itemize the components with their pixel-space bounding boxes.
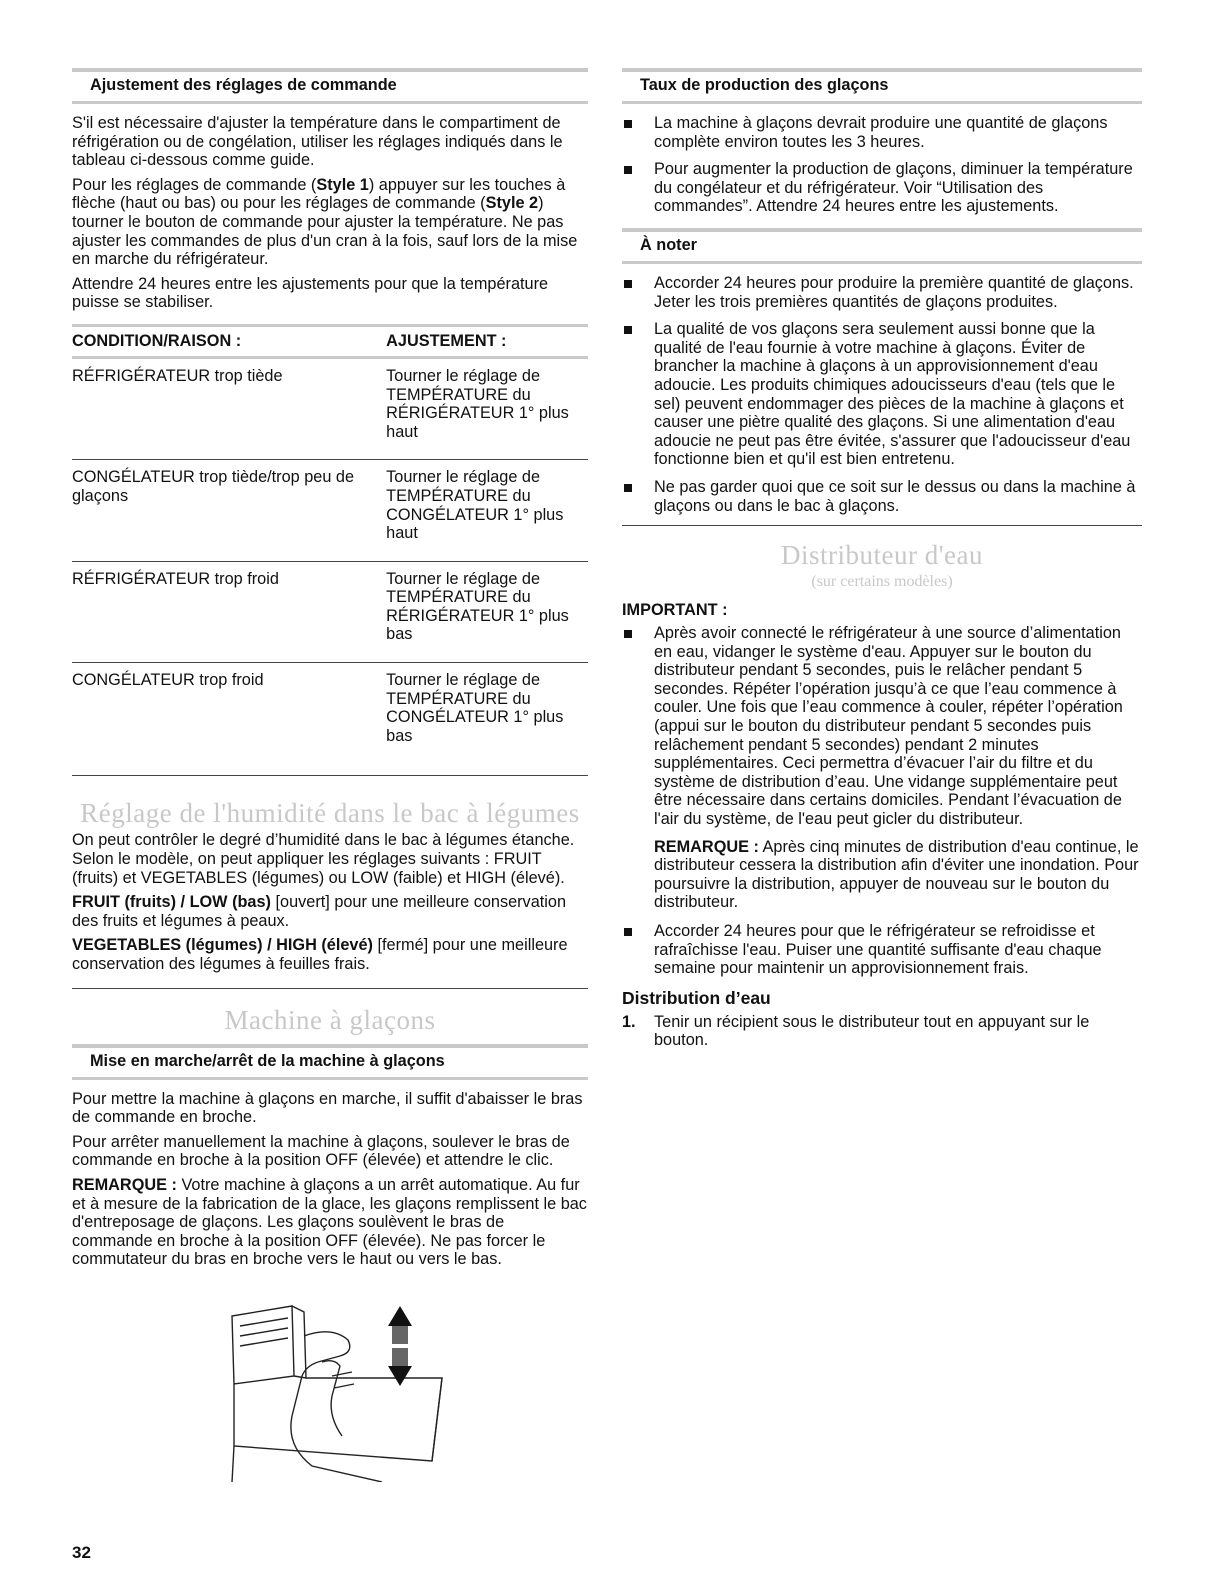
table-cell-adjustment: Tourner le réglage de TEMPÉRATURE du RÉRIGÉRATEUR 1° plus haut — [386, 366, 569, 441]
adjust-paragraph-2: Pour les réglages de commande (Style 1) appuyer sur les touches à flèche (haut ou bas) ou pour les réglages de commande (Style 2) tourner le bouton de commande pour ajuster la température. Ne pas ajuster les commandes de plus d'un cran à la fois, sauf lors de la mise en marche du réfrigérateur. — [72, 175, 578, 269]
bullet-icon — [624, 630, 632, 638]
table-row — [72, 359, 588, 460]
list-item: La machine à glaçons devrait produire une quantité de glaçons complète environ toutes les 3 heures. — [622, 114, 1142, 151]
table-cell-condition: CONGÉLATEUR trop tiède/trop peu de glaçons — [72, 468, 355, 505]
ice-note-paragraph: REMARQUE : Votre machine à glaçons a un arrêt automatique. Au fur et à mesure de la fabrication de la glace, les glaçons remplissent le bac d'entreposage de glaçons. Les glaçons soulèvent le bras de commande en broche à la position OFF (élevée). Ne pas forcer le commutateur du bras en broche vers le haut ou vers le bas. — [72, 1175, 587, 1269]
page-number: 32 — [72, 1543, 91, 1562]
water-dispenser-title: Distributeur d'eau — [780, 540, 984, 571]
water-list-2 — [622, 922, 1142, 978]
table-cell-adjustment: Tourner le réglage de TEMPÉRATURE du RÉRIGÉRATEUR 1° plus bas — [386, 569, 569, 644]
note-heading: À noter — [622, 228, 1142, 264]
right-column — [622, 68, 1142, 1050]
table-cell-condition: CONGÉLATEUR trop froid — [72, 671, 264, 690]
list-item: Accorder 24 heures pour produire la première quantité de glaçons. Jeter les trois premières quantités de glaçons produites. — [622, 274, 1142, 311]
table-header-adjustment: AJUSTEMENT : — [386, 331, 507, 350]
table-header — [72, 324, 588, 359]
list-item: Pour augmenter la production de glaçons, diminuer la température du congélateur et du réfrigérateur. Voir “Utilisation des commandes”. Attendre 24 heures entre les ajustements. — [622, 160, 1142, 216]
bullet-icon — [624, 280, 632, 288]
dispensing-heading: Distribution d’eau — [622, 987, 771, 1008]
divider — [72, 988, 588, 989]
ice-paragraph-1: Pour mettre la machine à glaçons en marche, il suffit d'abaisser le bras de commande en broche. — [72, 1089, 583, 1127]
list-item: 1. Tenir un récipient sous le distributeur tout en appuyant sur le bouton. — [622, 1012, 1090, 1050]
dispensing-steps — [622, 1013, 1142, 1050]
table-cell-condition: RÉFRIGÉRATEUR trop tiède — [72, 366, 283, 385]
divider — [622, 525, 1142, 526]
bullet-icon — [624, 326, 632, 334]
list-item: Ne pas garder quoi que ce soit sur le dessus ou dans la machine à glaçons ou dans le bac à glaçons. — [622, 478, 1142, 515]
water-note-paragraph: REMARQUE : Après cinq minutes de distribution d'eau continue, le distributeur cessera la distribution afin d'éviter une inondation. Pour poursuivre la distribution, appuyer de nouveau sur le bouton du distributeur. — [654, 837, 1139, 912]
adjust-heading: Ajustement des réglages de commande — [72, 68, 588, 104]
list-item: La qualité de vos glaçons sera seulement aussi bonne que la qualité de l'eau fournie à votre machine à glaçons. Éviter de brancher la machine à glaçons à un approvisionnement d'eau adoucie. Les produits chimiques adoucisseurs d'eau (tels que le sel) peuvent endommager des pièces de la machine à glaçons et causer une piètre qualité des glaçons. Si une alimentation d'eau adoucie ne peut pas être évitée, s'assurer que l'adoucisseur d'eau fonctionne bien et qu'il est bien entretenu. — [622, 320, 1142, 469]
humidity-section-title: Réglage de l'humidité dans le bac à légumes — [80, 798, 580, 829]
humidity-fruit-paragraph: FRUIT (fruits) / LOW (bas) [ouvert] pour une meilleure conservation des fruits et légumes à peaux. — [72, 893, 567, 930]
table-cell-condition: RÉFRIGÉRATEUR trop froid — [72, 569, 279, 588]
list-item: Accorder 24 heures pour que le réfrigérateur se refroidisse et rafraîchisse l'eau. Puiser une quantité suffisante d'eau chaque semaine pour maintenir un approvisionnement frais. — [622, 922, 1142, 978]
bullet-icon — [624, 928, 632, 936]
rate-list — [622, 114, 1142, 216]
up-down-arrows-icon — [388, 1306, 412, 1386]
table-row — [72, 460, 588, 561]
table-cell-adjustment: Tourner le réglage de TEMPÉRATURE du CONGÉLATEUR 1° plus haut — [386, 468, 564, 543]
adjust-paragraph-3: Attendre 24 heures entre les ajustements pour que la température puisse se stabiliser. — [72, 274, 549, 312]
ice-paragraph-2: Pour arrêter manuellement la machine à glaçons, soulever le bras de commande en broche à la position OFF (élevée) et attendre le clic. — [72, 1132, 570, 1170]
water-dispenser-subtitle: (sur certains modèles) — [811, 573, 953, 591]
table-header-condition: CONDITION/RAISON : — [72, 331, 242, 350]
humidity-vegetables-paragraph: VEGETABLES (légumes) / HIGH (élevé) [fermé] pour une meilleure conservation des légumes à feuilles frais. — [72, 936, 568, 973]
adjust-paragraph-1: S'il est nécessaire d'ajuster la température dans le compartiment de réfrigération ou de congélation, utiliser les réglages indiqués dans le tableau ci-dessous comme guide. — [72, 114, 563, 170]
important-label: IMPORTANT : — [622, 601, 728, 620]
table-row — [72, 663, 588, 776]
table-row — [72, 562, 588, 663]
water-list — [622, 624, 1142, 829]
humidity-paragraph: On peut contrôler le degré d’humidité dans le bac à légumes étanche. Selon le modèle, on peut appliquer les réglages suivants : FRUIT (fruits) et VEGETABLES (légumes) ou LOW (faible) et HIGH (élevé). — [72, 831, 575, 887]
bullet-icon — [624, 484, 632, 492]
bullet-icon — [624, 120, 632, 128]
ice-maker-arm-illustration — [222, 1296, 452, 1482]
note-list — [622, 274, 1142, 515]
bullet-icon — [624, 166, 632, 174]
list-item: Après avoir connecté le réfrigérateur à une source d’alimentation en eau, vidanger le système d'eau. Appuyer sur le bouton du distributeur pendant 5 secondes, puis le relâcher pendant 5 secondes. Répéter l’opération jusqu’à ce que l’eau commence à couler. Une fois que l’eau commence à couler, répéter l’opération (appui sur le bouton du distributeur pendant 5 secondes puis relâchement pendant 5 secondes) pendant 2 minutes supplémentaires. Ceci permettra d’évacuer l’air du filtre et du système de distribution d’eau. Une vidange supplémentaire peut être nécessaire dans certains domiciles. Pendant l’évacuation de l'air du système, de l'eau peut gicler du distributeur. — [622, 624, 1142, 829]
ice-on-off-heading: Mise en marche/arrêt de la machine à glaçons — [72, 1044, 588, 1080]
table-cell-adjustment: Tourner le réglage de TEMPÉRATURE du CONGÉLATEUR 1° plus bas — [386, 671, 564, 745]
ice-maker-section-title: Machine à glaçons — [224, 1004, 436, 1035]
adjustment-table — [72, 324, 588, 777]
rate-heading: Taux de production des glaçons — [622, 68, 1142, 104]
left-column — [72, 68, 588, 1275]
